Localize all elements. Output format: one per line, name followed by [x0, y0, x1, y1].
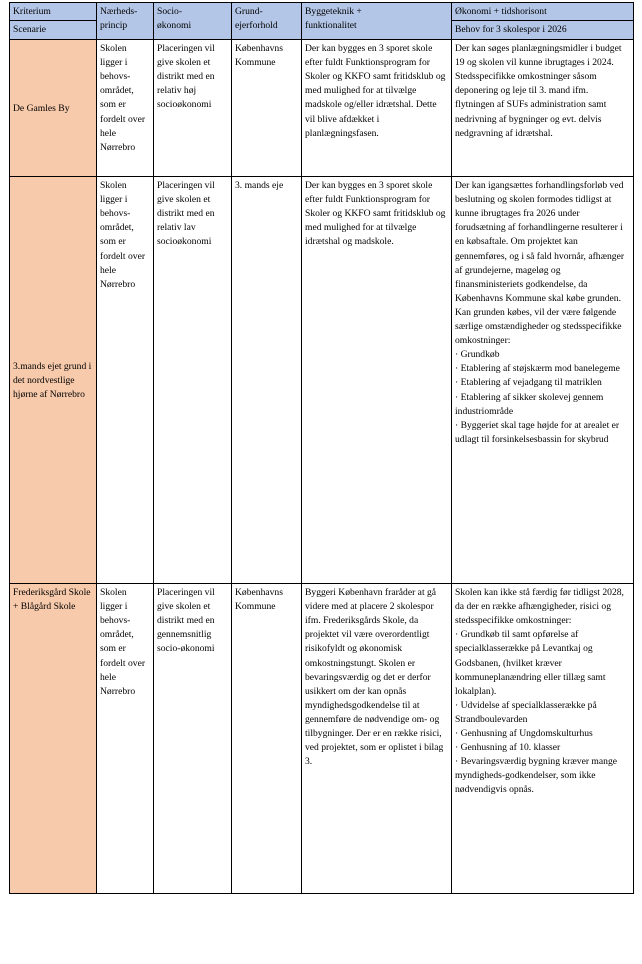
bullet-item: · Byggeriet skal tage højde for at arealet er udlagt til forsinkelsesbassin for skybrud [455, 419, 620, 445]
scenarie-cell: De Gamles By [10, 40, 97, 177]
header-behov: Behov for 3 skolespor i 2026 [455, 24, 567, 35]
header-grund: Grund- ejerforhold [232, 3, 302, 40]
header-scenarie: Scenarie [13, 24, 47, 35]
naerhed-cell: Skolen ligger i behovs-området, som er fordelt over hele Nørrebro [97, 584, 154, 894]
bygge-cell: Der kan bygges en 3 sporet skole efter fuldt Funktionsprogram for Skoler og KKFO samt fritidsklub og med mulighed for at tilvælge madskole og/eller idrætshal. Dette vil blive afdækket i planlægningsfasen. [302, 40, 452, 177]
criteria-table [9, 2, 634, 894]
header-kriterium-scenarie [10, 3, 97, 40]
naerhed-cell: Skolen ligger i behovs-området, som er fordelt over hele Nørrebro [97, 40, 154, 177]
bullet-item: · Grundkøb til samt opførelse af specialklasserække på Levantkaj og Godsbanen, (hvilket kræver kommuneplanændring eller tillæg samt lokalplan). [455, 629, 606, 697]
header-socio: Socio- økonomi [154, 3, 232, 40]
socio-cell: Placeringen vil give skolen et distrikt med en gennemsnitlig socio-økonomi [154, 584, 232, 894]
bullet-item: · Grundkøb [455, 349, 500, 361]
header-bygge: Byggeteknik + funktionalitet [302, 3, 452, 40]
header-row [10, 3, 634, 40]
bullet-item: · Bevaringsværdig bygning kræver mange myndigheds-godkendelser, som ikke nødvendigvis opnås. [455, 756, 617, 796]
naerhed-cell: Skolen ligger i behovs-området, som er fordelt over hele Nørrebro [97, 177, 154, 584]
bullet-item: · Etablering af vejadgang til matriklen [455, 377, 602, 389]
bullet-item: · Genhusning af 10. klasser [455, 742, 561, 754]
table-row [10, 584, 634, 894]
scenarie-cell: 3.mands ejet grund i det nordvestlige hjørne af Nørrebro [10, 177, 97, 584]
table-row [10, 177, 634, 584]
grund-cell: Københavns Kommune [232, 40, 302, 177]
oekonomi-cell [452, 177, 634, 584]
bullet-item: · Genhusning af Ungdomskulturhus [455, 728, 593, 740]
bygge-cell: Der kan bygges en 3 sporet skole efter fuldt Funktionsprogram for Skoler og KKFO samt fritidsklub og med mulighed for at tilvælge idrætshal og madskole. [302, 177, 452, 584]
grund-cell: 3. mands eje [232, 177, 302, 584]
bullet-item: · Etablering af støjskærm mod banelegeme [455, 363, 620, 375]
scenarie-cell: Frederiksgård Skole + Blågård Skole [10, 584, 97, 894]
socio-cell: Placeringen vil give skolen et distrikt med en relativ lav socioøkonomi [154, 177, 232, 584]
table-row [10, 40, 634, 177]
bullet-item: · Etablering af sikker skolevej gennem industriområde [455, 391, 604, 417]
oekonomi-cell: Der kan søges planlægningsmidler i budget 19 og skolen vil kunne ibrugtages i 2024. Stedsspecifikke omkostninger såsom deponering og leje til 3. mand ifm. flytningen af SUFs administration samt nedrivning af bygninger og evt. delvis nedgravning af idrætshal. [452, 40, 634, 177]
oekonomi-text: Skolen kan ikke stå færdig før tidligst 2028, da der en række afhængigheder, risici og stedsspecifikke omkostninger: [455, 587, 624, 627]
bygge-cell: Byggeri København fraråder at gå videre med at placere 2 skolespor ifm. Frederiksgårds Skole, da projektet vil være overordentligt risikofyldt og økonomisk omkostningstungt. Skolen er bevaringsværdig og det er derfor usikkert om der kan opnås myndighedsgodkendelse til at gennemføre de nødvendige om- og tilbygninger. Der er en række risici, ved projektet, som er oplistet i bilag 3. [302, 584, 452, 894]
header-naerhed: Nærheds- princip [97, 3, 154, 40]
grund-cell: Københavns Kommune [232, 584, 302, 894]
header-oekonomi-title: Økonomi + tidshorisont [452, 3, 633, 21]
socio-cell: Placeringen vil give skolen et distrikt med en relativ høj socioøkonomi [154, 40, 232, 177]
header-kriterium: Kriterium [10, 3, 96, 21]
oekonomi-cell [452, 584, 634, 894]
header-oekonomi [452, 3, 634, 40]
bullet-item: · Udvidelse af specialklasserække på Strandboulevarden [455, 699, 597, 725]
oekonomi-text: Der kan igangsættes forhandlingsforløb ved beslutning og skolen formodes tidligst at kunne ibrugtages fra 2026 under forudsætning af forhandlingerne resulterer i en købsaftale. Om projektet kan gennemføres, og i så fald hvornår, afhænger af grundejerne, mageløg og finansministeriets godkendelse, da Københavns Kommune skal købe grunden. Kan grunden købes, vil der være følgende særlige omstændigheder og stedsspecifikke omkostninger: [455, 180, 625, 347]
